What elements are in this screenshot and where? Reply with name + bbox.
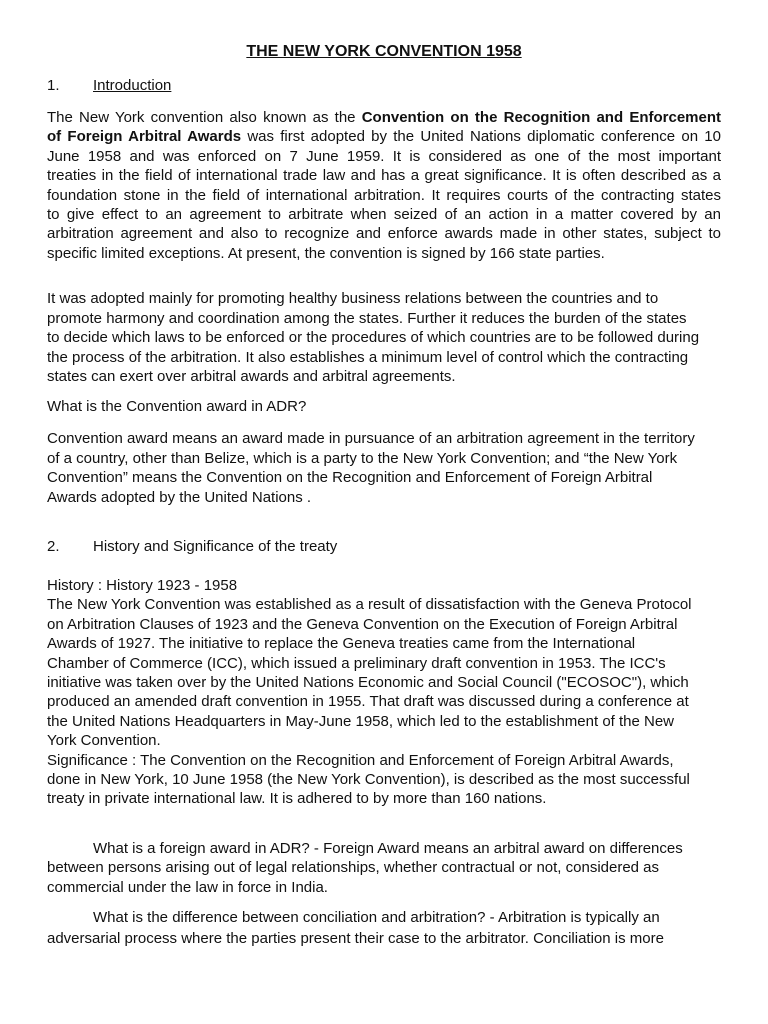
section-number: 2. <box>47 538 60 555</box>
bold-text: Convention on the Recognition and Enforcement <box>361 109 722 126</box>
text-segment: June 1958 and was enforced on 7 June 1959. It is considered as one of the most important <box>47 147 721 165</box>
text-line: commercial under the law in force in India. <box>47 878 328 896</box>
text-segment: foundation stone in the field of international arbitration. It requires courts of the contracting states <box>47 186 721 204</box>
text-line: Convention” means the Convention on the Recognition and Enforcement of Foreign Arbitral <box>47 469 653 486</box>
text-line: the United Nations Headquarters in May-June 1958, which led to the establishment of the New <box>47 712 675 730</box>
text-line: on Arbitration Clauses of 1923 and the Geneva Convention on the Execution of Foreign Arbitral <box>47 615 678 633</box>
text-line: treaty in private international law. It is adhered to by more than 160 nations. <box>47 790 547 808</box>
text-line: Awards of 1927. The initiative to replace the Geneva treaties came from the International <box>47 635 636 653</box>
text-segment: to give effect to an agreement to arbitrate when seized of an action in a matter covered by an <box>47 206 721 223</box>
text-line: Convention award means an award made in pursuance of an arbitration agreement in the territory <box>47 430 695 447</box>
text-line: It was adopted mainly for promoting healthy business relations between the countries and to <box>47 290 659 307</box>
document-title: THE NEW YORK CONVENTION 1958 <box>246 43 522 60</box>
bold-text: of Foreign Arbitral Awards <box>47 128 242 146</box>
text-line <box>47 108 721 127</box>
text-line: the process of the arbitration. It also establishes a minimum level of control which the contracting <box>47 348 689 366</box>
text-segment: arbitration agreement and also to recognize and enforce awards made in other states, subject to <box>47 225 721 243</box>
section-heading: Introduction <box>93 77 172 94</box>
text-line <box>47 147 721 166</box>
text-line <box>47 186 721 205</box>
text-line: between persons arising out of legal relationships, whether contractual or not, considered as <box>47 859 660 877</box>
text-line: Significance : The Convention on the Recognition and Enforcement of Foreign Arbitral Awards, <box>47 751 674 769</box>
text-line <box>47 205 721 224</box>
text-segment: specific limited exceptions. At present, the convention is signed by 166 state parties. <box>47 244 605 262</box>
text-line: Chamber of Commerce (ICC), which issued a preliminary draft convention in 1953. The ICC's <box>47 654 666 672</box>
section-heading: History and Significance of the treaty <box>93 538 338 555</box>
text-segment: was first adopted by the United Nations diplomatic conference on 10 <box>241 128 721 146</box>
text-line <box>47 166 721 185</box>
section-number: 1. <box>47 77 60 94</box>
text-line: of a country, other than Belize, which is a party to the New York Convention; and “the New York <box>47 449 678 467</box>
text-line: History : History 1923 - 1958 <box>47 577 238 594</box>
text-line: What is a foreign award in ADR? - Foreign Award means an arbitral award on differences <box>93 840 683 857</box>
text-line: What is the difference between conciliation and arbitration? - Arbitration is typically an <box>93 909 660 926</box>
text-line: produced an amended draft convention in 1955. That draft was discussed during a conference at <box>47 693 689 711</box>
text-line <box>47 127 721 146</box>
text-segment: treaties in the field of international trade law and has a great significance. It is often described as a <box>47 167 721 185</box>
text-line: to decide which laws to be enforced or the procedures of which countries are to be followed during <box>47 329 700 346</box>
question-heading: What is the Convention award in ADR? <box>47 398 307 415</box>
text-line <box>47 224 721 243</box>
text-line: adversarial process where the parties present their case to the arbitrator. Conciliation is more <box>47 929 664 947</box>
text-line: York Convention. <box>47 732 161 750</box>
text-line: done in New York, 10 June 1958 (the New York Convention), is described as the most successful <box>47 771 690 788</box>
text-line <box>47 244 721 263</box>
text-line: states can exert over arbitral awards and arbitral agreements. <box>47 368 456 385</box>
text-line: initiative was taken over by the United Nations Economic and Social Council ("ECOSOC"), which <box>47 674 689 691</box>
text-segment: The New York convention also known as the <box>47 109 362 126</box>
text-line: Awards adopted by the United Nations . <box>47 488 312 506</box>
text-line: promote harmony and coordination among the states. Further it reduces the burden of the states <box>47 309 687 327</box>
text-line: The New York Convention was established as a result of dissatisfaction with the Geneva Protocol <box>47 596 692 614</box>
